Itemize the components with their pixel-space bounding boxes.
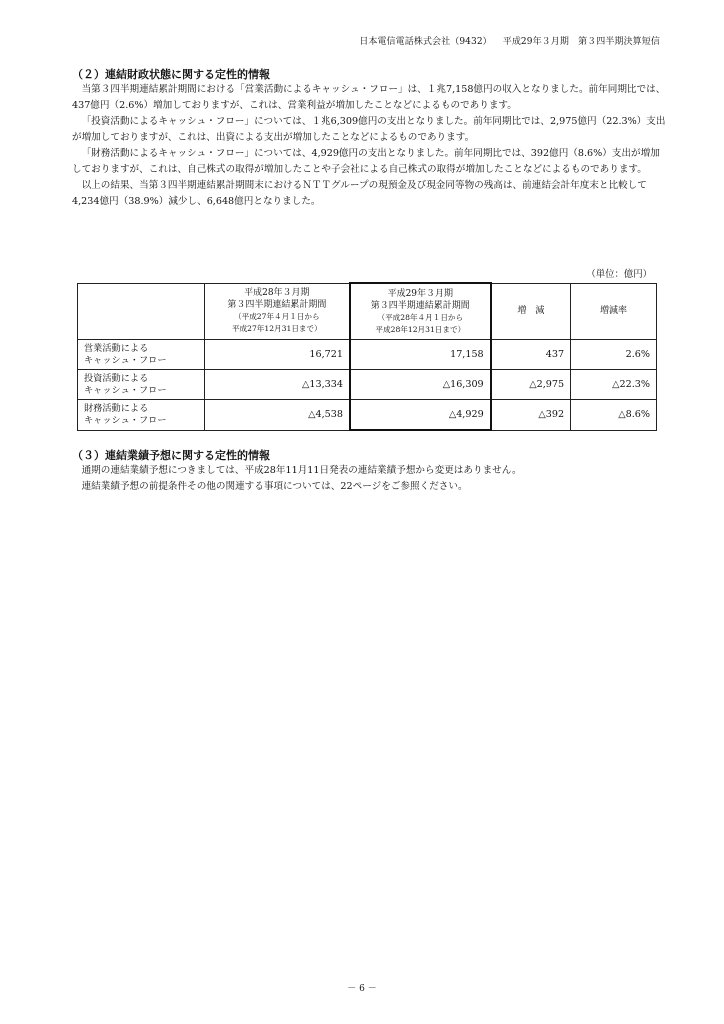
cell-change: △392 xyxy=(491,400,571,431)
cell-rate: △22.3% xyxy=(571,370,657,400)
table-header-row xyxy=(78,283,657,340)
cell-prev: △13,334 xyxy=(204,370,350,400)
cell-prev: △4,538 xyxy=(204,400,350,431)
header-change-rate: 増減率 xyxy=(571,283,657,340)
cell-change: △2,975 xyxy=(491,370,571,400)
page-number: － 6 － xyxy=(347,984,377,994)
paragraph-financing-cf: 「財務活動によるキャッシュ・フロー」については、4,929億円の支出となりました。前年同期比では、392億円（8.6%）支出が増加しておりますが、これは、自己株式の取得が増加したことや子会社による自己株式の取得が増加したことなどによるものであります。 xyxy=(72,148,660,175)
paragraph-investing-cf: 「投資活動によるキャッシュ・フロー」については、１兆6,309億円の支出となりました。前年同期比では、2,975億円（22.3%）支出が増加しておりますが、これは、出資による支出が増加したことなどによるものであります。 xyxy=(72,116,666,143)
row-label: 投資活動による キャッシュ・フロー xyxy=(78,370,205,400)
row-label: 財務活動による キャッシュ・フロー xyxy=(78,400,205,431)
table-row xyxy=(78,340,657,370)
cell-rate: △8.6% xyxy=(571,400,657,431)
paragraph-cash-balance: 以上の結果、当第３四半期連結累計期間末におけるＮＴＴグループの現預金及び現金同等物の残高は、前連結会計年度末と比較して4,234億円（38.9%）減少し、6,648億円となりました。 xyxy=(72,180,647,207)
table-row xyxy=(78,370,657,400)
section-2-title: （２）連結財政状態に関する定性的情報 xyxy=(72,68,270,81)
row-label: 営業活動による キャッシュ・フロー xyxy=(78,340,205,370)
header-blank xyxy=(78,283,205,340)
header-change: 増 減 xyxy=(491,283,571,340)
cash-flow-table xyxy=(77,282,657,431)
section-3-body xyxy=(72,463,666,495)
unit-label: （単位：億円） xyxy=(586,269,652,280)
section-3-title: （３）連結業績予想に関する定性的情報 xyxy=(72,449,270,462)
paragraph-forecast: 通期の連結業績予想につきましては、平成28年11月11日発表の連結業績予想から変更はありません。 xyxy=(81,465,522,476)
cell-prev: 16,721 xyxy=(204,340,350,370)
paragraph-reference: 連結業績予想の前提条件その他の関連する事項については、22ページをご参照ください。 xyxy=(81,481,468,492)
section-2-body xyxy=(72,82,666,210)
header-prev-period: 平成28年３月期 第３四半期連結累計期間 （平成27年４月１日から 平成27年12月31日まで） xyxy=(204,283,350,340)
header-current-period: 平成29年３月期 第３四半期連結累計期間 （平成28年４月１日から 平成28年12月31日まで） xyxy=(350,283,491,340)
table-row xyxy=(78,400,657,431)
paragraph-operating-cf: 当第３四半期連結累計期間における「営業活動によるキャッシュ・フロー」は、１兆7,158億円の収入となりました。前年同期比では、437億円（2.6%）増加しておりますが、これは、営業利益が増加したことなどによるものであります。 xyxy=(72,84,666,111)
cell-rate: 2.6% xyxy=(571,340,657,370)
cell-curr: △16,309 xyxy=(350,370,491,400)
cell-change: 437 xyxy=(491,340,571,370)
page-header xyxy=(351,34,660,47)
company-name: 日本電信電話株式会社（9432） xyxy=(359,37,492,47)
report-period: 平成29年３月期 第３四半期決算短信 xyxy=(502,37,660,47)
cell-curr: △4,929 xyxy=(350,400,491,431)
cell-curr: 17,158 xyxy=(350,340,491,370)
